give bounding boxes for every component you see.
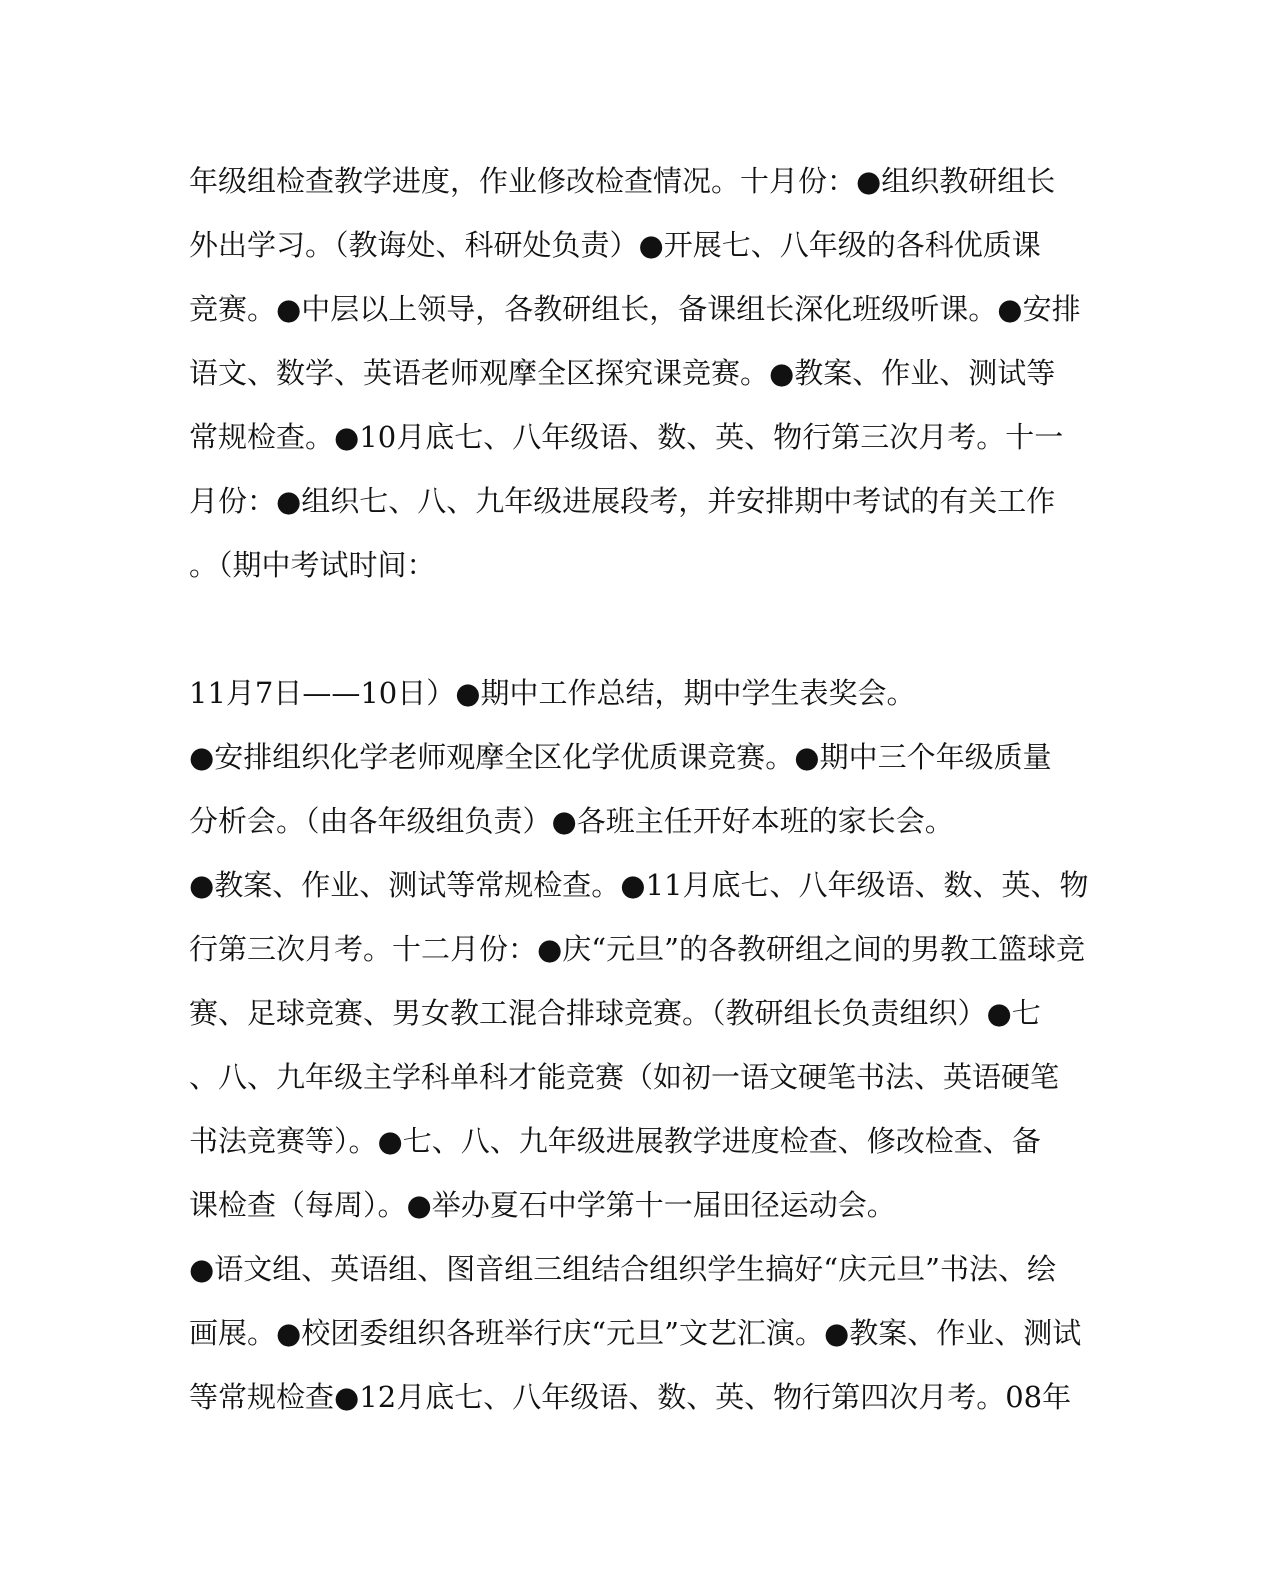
text-line: 。（期中考试时间： [189,548,436,582]
text-line: 常规检查。●10月底七、八年级语、数、英、物行第三次月考。十一 [189,420,1064,454]
text-line: ●语文组、英语组、图音组三组结合组织学生搞好“庆元旦”书法、绘 [189,1252,1056,1286]
text-line: 书法竞赛等）。●七、八、九年级进展教学进度检查、修改检查、备 [189,1124,1041,1158]
text-line: 画展。●校团委组织各班举行庆“元旦”文艺汇演。●教案、作业、测试 [189,1316,1082,1350]
text-line: 等常规检查●12月底七、八年级语、数、英、物行第四次月考。08年 [189,1380,1072,1414]
text-line: ●教案、作业、测试等常规检查。●11月底七、八年级语、数、英、物 [189,868,1089,902]
text-line: 赛、足球竞赛、男女教工混合排球竞赛。（教研组长负责组织）●七 [189,996,1041,1030]
text-line: 11月7日——10日）●期中工作总结，期中学生表奖会。 [189,676,916,710]
text-line: ●安排组织化学老师观摩全区化学优质课竞赛。●期中三个年级质量 [189,740,1052,774]
text-line: 竞赛。●中层以上领导，各教研组长，备课组长深化班级听课。●安排 [189,292,1081,326]
text-line: 行第三次月考。十二月份：●庆“元旦”的各教研组之间的男教工篮球竞 [189,932,1085,966]
text-line: 分析会。（由各年级组负责）●各班主任开好本班的家长会。 [189,804,954,838]
text-line: 、八、九年级主学科单科才能竞赛（如初一语文硬笔书法、英语硬笔 [189,1060,1060,1094]
text-line: 年级组检查教学进度，作业修改检查情况。十月份：●组织教研组长 [189,164,1056,198]
text-line: 课检查（每周）。●举办夏石中学第十一届田径运动会。 [189,1188,896,1222]
text-line: 月份：●组织七、八、九年级进展段考，并安排期中考试的有关工作 [189,484,1056,518]
text-line: 外出学习。（教诲处、科研处负责）●开展七、八年级的各科优质课 [189,228,1041,262]
text-line: 语文、数学、英语老师观摩全区探究课竞赛。●教案、作业、测试等 [189,356,1056,390]
